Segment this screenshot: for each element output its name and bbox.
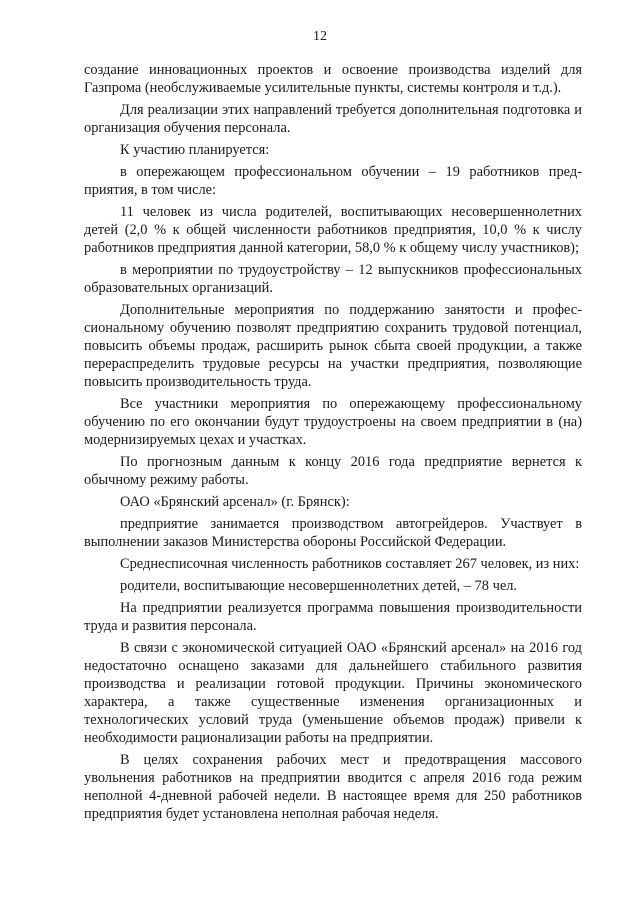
paragraph: В связи с экономической ситуацией ОАО «Брянский арсенал» на 2016 год недостаточно оснащено заказами для дальнейшего стабильного развития производства и реализации готовой продукции. Причины экономического характера, а также существенные изменения организационных и технологических условий труда (уменьшение объемов продаж) привели к необходимости рационализации работы на предприятии.: [84, 640, 582, 746]
paragraph: предприятие занимается производством автогрейдеров. Участвует в выполнении заказов Министерства обороны Российской Федерации.: [84, 516, 582, 550]
paragraph: К участию планируется:: [120, 142, 270, 158]
page-number: 12: [313, 29, 327, 44]
paragraph: 11 человек из числа родителей, воспитывающих несовершеннолетних детей (2,0 % к общей численности работников предприятия, 10,0 % к числу работников предприятия данной категории, 58,0 % к общему числу участников);: [84, 204, 582, 256]
paragraph: По прогнозным данным к концу 2016 года предприятие вернется к обычному режиму работы.: [84, 454, 582, 488]
paragraph: Все участники мероприятия по опережающему профессиональному обучению по его окончании будут трудоустроены на своем предприятии в (на) модернизируемых цехах и участках.: [84, 396, 582, 448]
body-text: [84, 61, 582, 827]
paragraph: в мероприятии по трудоустройству – 12 выпускников профессиональных образовательных организаций.: [84, 262, 582, 296]
paragraph: создание инновационных проектов и освоение производства изделий для Газпрома (необслуживаемые усилительные пункты, системы контроля и т.д.).: [84, 62, 582, 96]
paragraph: Среднесписочная численность работников составляет 267 человек, из них:: [120, 556, 580, 572]
paragraph: В целях сохранения рабочих мест и предотвращения массового увольнения работников на предприятии вводится с апреля 2016 года режим неполной 4-дневной рабочей недели. В настоящее время для 250 работников предприятия будет установлена неполная рабочая неделя.: [84, 752, 582, 822]
paragraph: Для реализации этих направлений требуется дополнительная подготовка и организация обучения персонала.: [84, 102, 582, 136]
paragraph: в опережающем профессиональном обучении – 19 работников предприятия, в том числе:: [84, 164, 582, 198]
paragraph: На предприятии реализуется программа повышения производительности труда и развития персонала.: [84, 600, 582, 634]
paragraph: Дополнительные мероприятия по поддержанию занятости и профессиональному обучению позволят предприятию сохранить трудовой потенциал, повысить объемы продаж, расширить рынок сбыта своей продукции, а также перераспределить трудовые ресурсы на участки предприятия, позволяющие повысить производительность труда.: [84, 302, 582, 390]
paragraph: ОАО «Брянский арсенал» (г. Брянск):: [120, 494, 350, 510]
paragraph: родители, воспитывающие несовершеннолетних детей, – 78 чел.: [120, 578, 517, 594]
